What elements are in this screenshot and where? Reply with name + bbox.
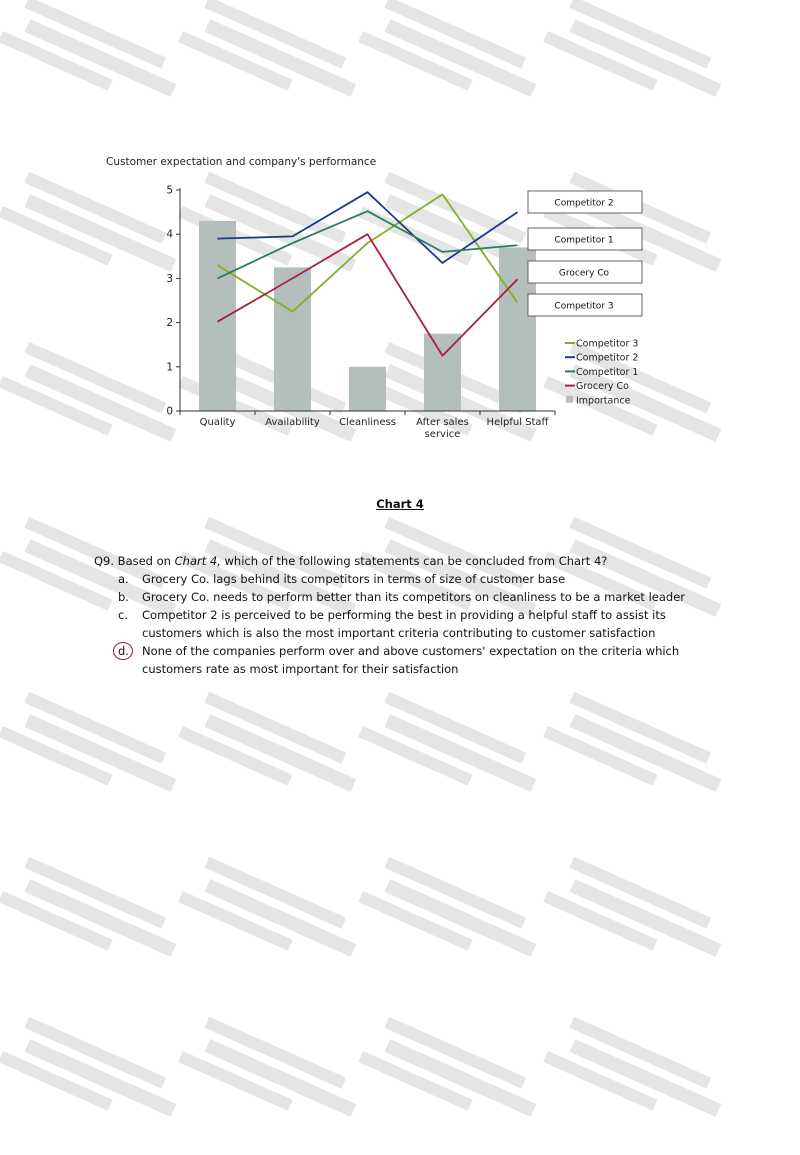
watermark-glyph xyxy=(24,857,166,929)
watermark-glyph xyxy=(569,692,711,764)
option-letter: d. xyxy=(118,644,129,658)
watermark-stamp xyxy=(540,845,760,994)
x-tick-label: Cleanliness xyxy=(339,417,396,428)
watermark-glyph xyxy=(385,879,537,957)
series-line xyxy=(218,211,518,278)
watermark-stamp xyxy=(0,1005,215,1154)
watermark-glyph xyxy=(385,714,537,792)
answer-options xyxy=(94,570,714,678)
watermark-glyph xyxy=(204,1017,346,1089)
x-tick-label: After sales xyxy=(416,417,469,428)
watermark-glyph xyxy=(570,879,722,957)
watermark-glyph xyxy=(178,891,293,951)
x-tick-label: Helpful Staff xyxy=(486,417,549,428)
legend-label: Grocery Co xyxy=(576,381,629,393)
option-b[interactable] xyxy=(94,588,714,606)
question-suffix: which of the following statements can be concluded from Chart 4? xyxy=(220,554,608,568)
watermark-glyph xyxy=(569,1017,711,1089)
callout-label: Grocery Co xyxy=(558,268,610,279)
watermark-glyph xyxy=(358,891,473,951)
watermark-stamp xyxy=(175,680,395,829)
series-line xyxy=(218,234,518,356)
watermark-glyph xyxy=(204,857,346,929)
importance-bar xyxy=(424,334,461,411)
watermark-glyph xyxy=(384,692,526,764)
watermark-glyph xyxy=(25,879,177,957)
callout-label: Competitor 2 xyxy=(554,198,614,209)
watermark-glyph xyxy=(204,692,346,764)
watermark-stamp xyxy=(355,845,575,994)
watermark-glyph xyxy=(0,726,113,786)
callout-label: Competitor 3 xyxy=(554,301,614,312)
watermark-glyph xyxy=(543,891,658,951)
watermark-glyph xyxy=(24,692,166,764)
watermark-glyph xyxy=(569,857,711,929)
watermark-stamp xyxy=(540,1005,760,1154)
importance-bar xyxy=(274,267,311,411)
watermark-glyph xyxy=(0,1051,113,1111)
legend-swatch xyxy=(566,396,573,403)
watermark-stamp xyxy=(175,1005,395,1154)
watermark-stamp xyxy=(355,680,575,829)
option-c[interactable] xyxy=(94,606,714,642)
watermark-glyph xyxy=(543,1051,658,1111)
y-tick-label: 2 xyxy=(166,317,173,330)
option-a[interactable] xyxy=(94,570,714,588)
importance-bar xyxy=(349,367,386,411)
chart-caption: Chart 4 xyxy=(376,497,424,511)
watermark-glyph xyxy=(570,714,722,792)
watermark-stamp xyxy=(0,845,215,994)
question-prefix: Q9. Based on xyxy=(94,554,175,568)
y-tick-label: 3 xyxy=(166,272,173,285)
watermark-glyph xyxy=(384,1017,526,1089)
option-text: Grocery Co. needs to perform better than its competitors on cleanliness to be a market leader xyxy=(142,590,686,604)
watermark-glyph xyxy=(178,726,293,786)
series-line xyxy=(218,192,518,263)
y-tick-label: 0 xyxy=(166,405,173,418)
option-d[interactable] xyxy=(94,642,714,678)
watermark-glyph xyxy=(0,891,113,951)
chart-title: Customer expectation and company's performance xyxy=(106,156,377,168)
watermark-glyph xyxy=(570,1039,722,1117)
watermark-glyph xyxy=(358,726,473,786)
legend-label: Importance xyxy=(576,395,631,407)
performance-chart xyxy=(0,0,800,480)
question-q9 xyxy=(94,552,714,678)
watermark-glyph xyxy=(205,714,357,792)
watermark-glyph xyxy=(25,1039,177,1117)
y-tick-label: 5 xyxy=(166,184,173,197)
watermark-glyph xyxy=(205,879,357,957)
option-letter: b. xyxy=(118,590,129,604)
x-tick-label: service xyxy=(424,429,461,440)
callout-label: Competitor 1 xyxy=(554,235,614,246)
watermark-stamp xyxy=(355,1005,575,1154)
option-letter: a. xyxy=(118,572,129,586)
option-text: Grocery Co. lags behind its competitors in terms of size of customer base xyxy=(142,572,566,586)
question-stem xyxy=(94,552,714,570)
watermark-stamp xyxy=(540,680,760,829)
importance-bar xyxy=(199,221,236,411)
watermark-glyph xyxy=(205,1039,357,1117)
question-chart-ref: Chart 4, xyxy=(174,554,221,568)
legend-label: Competitor 3 xyxy=(576,338,639,350)
watermark-glyph xyxy=(25,714,177,792)
legend-label: Competitor 1 xyxy=(576,366,639,378)
x-tick-label: Availability xyxy=(265,417,320,428)
option-letter: c. xyxy=(118,608,128,622)
y-tick-label: 1 xyxy=(166,361,173,374)
watermark-glyph xyxy=(384,857,526,929)
watermark-glyph xyxy=(24,1017,166,1089)
option-text: None of the companies perform over and above customers' expectation on the criteria which customers rate as most important for their satisfaction xyxy=(142,644,680,676)
legend-label: Competitor 2 xyxy=(576,352,639,364)
y-tick-label: 4 xyxy=(166,228,173,241)
x-tick-label: Quality xyxy=(199,417,236,428)
watermark-glyph xyxy=(178,1051,293,1111)
watermark-glyph xyxy=(385,1039,537,1117)
watermark-stamp xyxy=(175,845,395,994)
watermark-glyph xyxy=(358,1051,473,1111)
watermark-glyph xyxy=(543,726,658,786)
option-text: Competitor 2 is perceived to be performing the best in providing a helpful staff to assist its customers which is also the most important criteria contributing to customer satisfaction xyxy=(142,608,666,640)
watermark-stamp xyxy=(0,680,215,829)
